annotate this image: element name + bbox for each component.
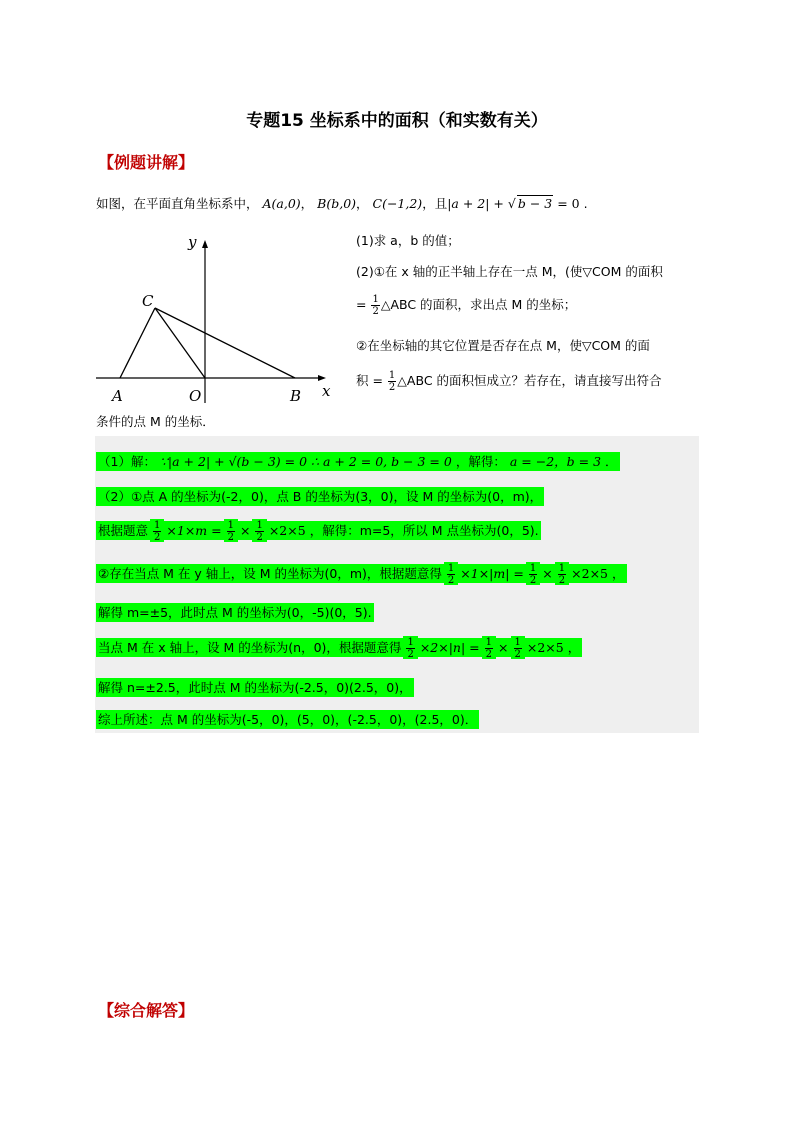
y-label: y: [188, 233, 197, 251]
frac-den: 2: [388, 382, 396, 393]
segment-co: [155, 308, 205, 378]
solution-line-1: [96, 452, 620, 470]
question-2-line-3: ②在坐标轴的其它位置是否存在点 M，使▽COM 的面: [356, 338, 650, 353]
x-axis-arrow: [318, 375, 326, 381]
frac-num: 1: [529, 563, 537, 574]
sol6-a: 当点 M 在 x 轴上，设 M 的坐标为(n，0)，根据题意得: [98, 640, 402, 655]
condition-abs: |a + 2| +: [447, 196, 508, 211]
sol6-e: ，: [567, 640, 581, 655]
label-c: C: [142, 292, 154, 310]
sol4-a: ②存在当点 M 在 y 轴上，设 M 的坐标为(0，m)，根据题意得: [98, 566, 442, 581]
intro-text: 如图，在平面直角坐标系中，: [96, 196, 259, 211]
q2-text: △ABC 的面积，求出点 M 的坐标；: [380, 297, 577, 312]
question-2-line-4: [356, 370, 662, 393]
sol4-b: ×1×|m| =: [460, 566, 524, 581]
frac-den: 2: [529, 575, 537, 586]
sol1-text: ，解得：: [455, 454, 506, 469]
fraction-half: [558, 563, 566, 586]
frac-num: 1: [514, 637, 521, 648]
sol6-c: ×: [498, 640, 509, 655]
sol4-d: ×2×5: [571, 566, 608, 581]
sol6-d: ×2×5: [526, 640, 564, 655]
solution-line-3: [96, 520, 541, 543]
frac-num: 1: [558, 563, 566, 574]
coordinate-figure: [92, 228, 347, 408]
fraction-half: [447, 563, 455, 586]
q2-text-2: △ABC 的面积恒成立？若存在，请直接写出符合: [397, 373, 662, 388]
sol1-expr: ∵|a + 2| + √(b − 3) = 0 ∴ a + 2 = 0, b − 3 = 0: [159, 454, 452, 469]
frac-num: 1: [227, 520, 234, 531]
page-title: 专题15 坐标系中的面积（和实数有关）: [246, 111, 548, 131]
condition-sqrt: b − 3: [517, 196, 553, 211]
section-heading-comprehensive: 【综合解答】: [98, 1001, 195, 1020]
frac-den: 2: [485, 649, 493, 660]
condition-word: ，且: [422, 196, 448, 211]
fraction-half: [255, 520, 263, 543]
fraction-half: [388, 370, 396, 393]
solution-line-4: [96, 563, 627, 586]
frac-num: 1: [447, 563, 455, 574]
condition-end: = 0: [553, 196, 580, 211]
frac-num: 1: [388, 370, 396, 381]
q2-eq-2: 积 =: [356, 373, 387, 388]
sol4-e: ，: [612, 566, 625, 581]
sol3-d: ×2×5: [268, 523, 306, 538]
solution-line-5: [96, 603, 374, 621]
fraction-half: [529, 563, 537, 586]
section-heading-example: 【例题讲解】: [98, 153, 195, 172]
segment-cb: [155, 308, 295, 378]
problem-intro: 如图，在平面直角坐标系中， A(a,0)， B(b,0)， C(−1,2)，且|a + 2| + √ b − 3 = 0 .: [96, 196, 588, 211]
solution-line-6: [96, 637, 582, 660]
fraction-half: [153, 520, 161, 543]
frac-num: 1: [154, 520, 161, 531]
frac-den: 2: [256, 532, 263, 543]
x-label: x: [322, 382, 331, 400]
frac-num: 1: [372, 294, 379, 305]
fraction-half: [406, 637, 414, 660]
segment-ac: [120, 308, 155, 378]
point-a-text: A(a,0): [262, 196, 301, 211]
frac-den: 2: [407, 649, 414, 660]
frac-den: 2: [154, 532, 161, 543]
fraction-half: [514, 637, 522, 660]
question-2-line-5: 条件的点 M 的坐标．: [96, 414, 215, 429]
sol3-c: ×: [239, 523, 251, 538]
frac-num: 1: [407, 637, 414, 648]
sol1-end: ．: [605, 454, 618, 469]
solution-line-2: [96, 487, 544, 505]
solution-line-8: [96, 710, 479, 728]
sol7-text: 解得 n=±2.5，此时点 M 的坐标为(-2.5，0)(2.5，0)，: [98, 680, 412, 695]
solution-line-7: [96, 678, 414, 696]
question-2-line-2: [356, 294, 576, 317]
label-o: O: [189, 387, 202, 405]
fraction-half: [371, 294, 379, 317]
sol2-text: （2）①点 A 的坐标为(-2，0)，点 B 的坐标为(3，0)，设 M 的坐标为(0，m)，: [98, 489, 543, 504]
label-b: B: [290, 387, 302, 405]
frac-num: 1: [485, 637, 493, 648]
label-a: A: [112, 387, 123, 405]
frac-den: 2: [514, 649, 521, 660]
sol5-text: 解得 m=±5，此时点 M 的坐标为(0，-5)(0，5).: [98, 605, 372, 620]
q2-eq: =: [356, 297, 371, 312]
question-1: (1)求 a，b 的值；: [356, 233, 460, 248]
frac-den: 2: [227, 532, 234, 543]
frac-den: 2: [558, 575, 566, 586]
y-axis-arrow: [202, 240, 208, 248]
sol1-result: a = −2，b = 3: [509, 454, 602, 469]
sol3-e: ，解得：m=5，所以 M 点坐标为(0，5).: [309, 523, 539, 538]
sol1-label: （1）解：: [98, 454, 156, 469]
fraction-half: [227, 520, 235, 543]
sol3-b: ×1×m =: [166, 523, 222, 538]
frac-num: 1: [256, 520, 263, 531]
sol4-c: ×: [542, 566, 553, 581]
point-b-text: B(b,0): [317, 196, 357, 211]
sol3-a: 根据题意: [98, 523, 149, 538]
frac-den: 2: [372, 306, 379, 317]
point-c-text: C(−1,2): [372, 196, 423, 211]
fraction-half: [485, 637, 493, 660]
sol8-text: 综上所述：点 M 的坐标为(-5，0)，(5，0)，(-2.5，0)，(2.5，0)．: [98, 712, 478, 727]
sol6-b: ×2×|n| =: [419, 640, 480, 655]
question-2-line-1: (2)①在 x 轴的正半轴上存在一点 M，(使▽COM 的面积: [356, 264, 663, 279]
frac-den: 2: [447, 575, 455, 586]
